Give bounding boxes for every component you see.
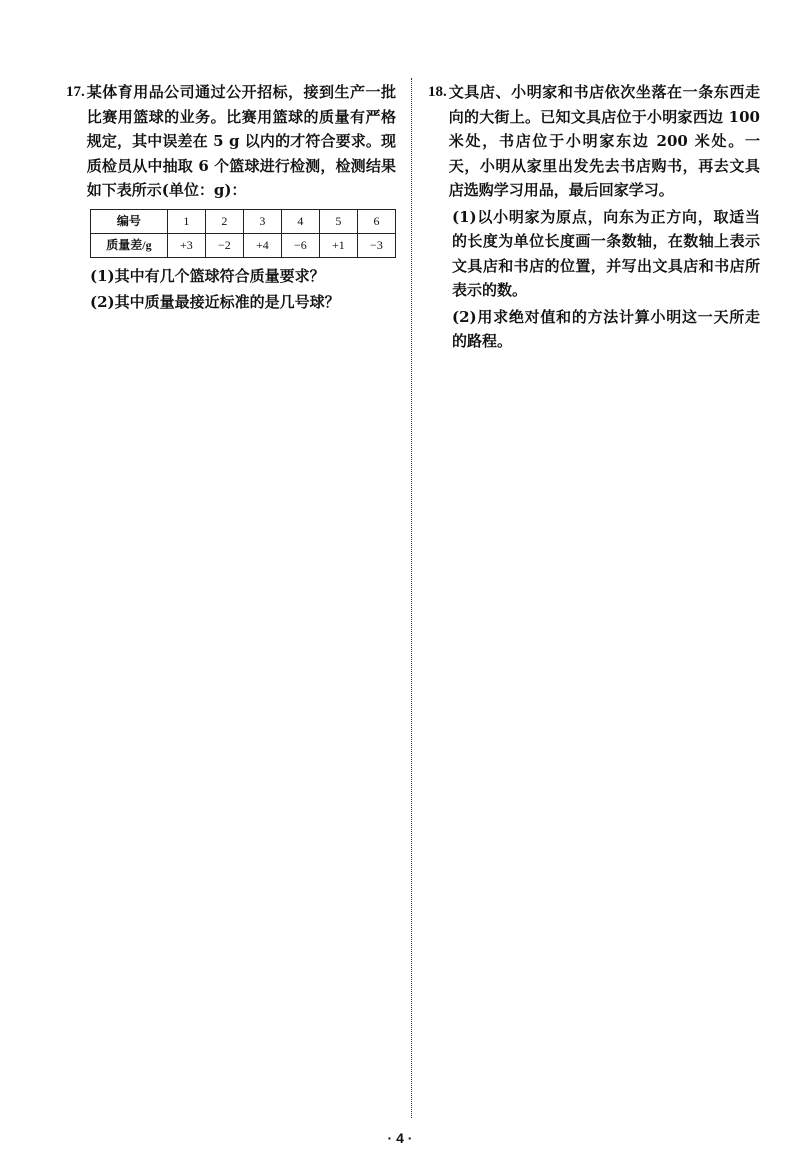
table-cell-value-5: +1 [319, 233, 357, 257]
question-17-sub-1: (1)其中有几个篮球符合质量要求？ [90, 266, 325, 285]
table-cell-id-5: 5 [319, 209, 357, 233]
question-18 [428, 80, 760, 354]
question-18-sub-2: (2)用求绝对值和的方法计算小明这一天所走的路程。 [452, 307, 760, 350]
table-cell-id-4: 4 [281, 209, 319, 233]
table-cell-value-4: −6 [281, 233, 319, 257]
question-18-text: 文具店、小明家和书店依次坐落在一条东西走向的大街上。已知文具店位于小明家西边 100 米处，书店位于小明家东边 200 米处。一天，小明从家里出发先去书店购书，再去文具店选购学习用品，最后回家学习。 [448, 83, 760, 199]
question-18-number: 18. [428, 84, 447, 100]
question-17-text: 某体育用品公司通过公开招标，接到生产一批比赛用篮球的业务。比赛用篮球的质量有严格规定，其中误差在 5 g 以内的才符合要求。现质检员从中抽取 6 个篮球进行检测，检测结果如下表所示(单位：g)： [86, 83, 396, 199]
table-cell-id-3: 3 [243, 209, 281, 233]
mass-difference-table [90, 209, 396, 258]
question-17-number: 17. [66, 84, 85, 100]
question-17 [66, 80, 396, 315]
question-17-sub-2: (2)其中质量最接近标准的是几号球？ [90, 293, 340, 311]
table-cell-id-1: 1 [167, 209, 205, 233]
table-row-values [91, 233, 396, 257]
table-header-id: 编号 [91, 209, 168, 233]
table-cell-value-1: +3 [167, 233, 205, 257]
table-cell-id-2: 2 [205, 209, 243, 233]
table-cell-value-6: −3 [357, 233, 395, 257]
table-cell-value-3: +4 [243, 233, 281, 257]
table-header-mass: 质量差/g [91, 233, 168, 257]
question-18-stem [428, 80, 760, 203]
table-cell-id-6: 6 [357, 209, 395, 233]
question-17-stem [66, 80, 396, 203]
question-18-sub-1: (1)以小明家为原点，向东为正方向，取适当的长度为单位长度画一条数轴，在数轴上表示文具店和书店的位置，并写出文具店和书店所表示的数。 [452, 207, 760, 299]
page-number: · 4 · [387, 1130, 413, 1146]
column-divider [411, 78, 412, 1118]
table-row-ids [91, 209, 396, 233]
question-17-subquestions [66, 264, 396, 315]
table-cell-value-2: −2 [205, 233, 243, 257]
